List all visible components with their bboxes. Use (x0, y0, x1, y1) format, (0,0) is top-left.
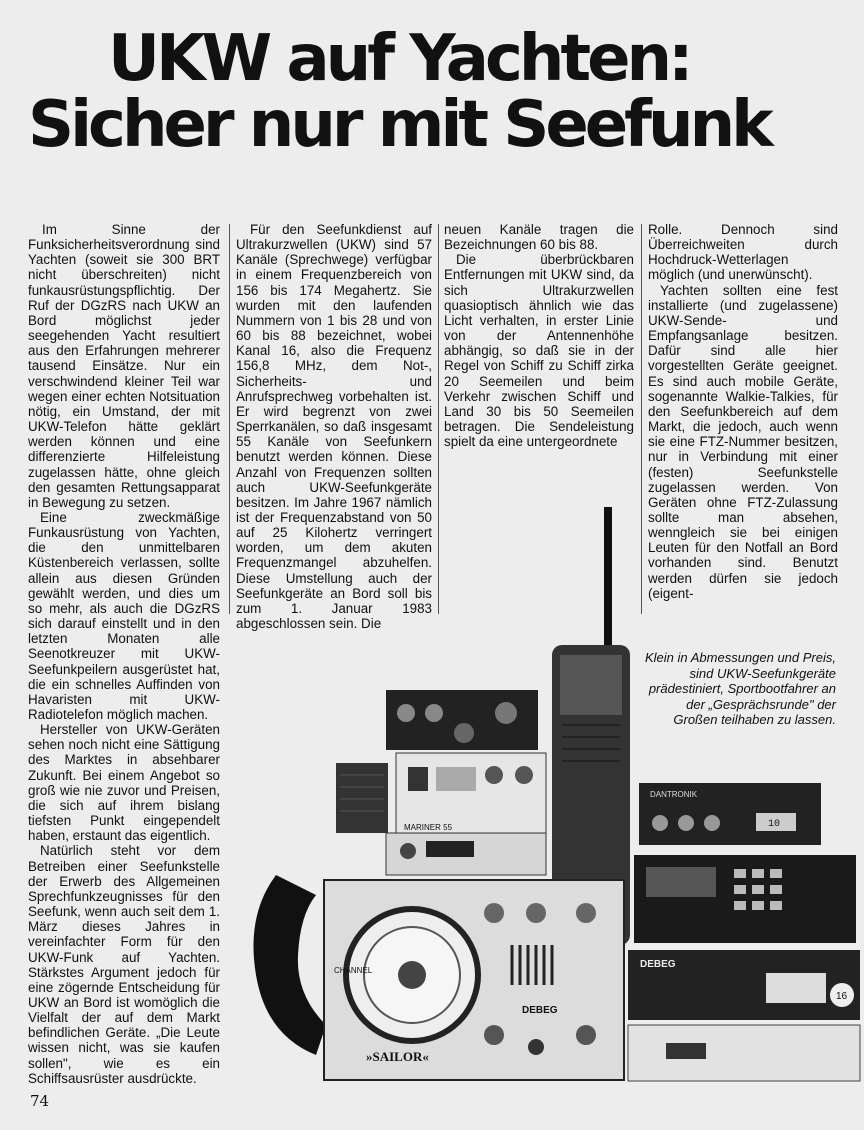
column-rule (229, 224, 230, 614)
photo-caption: Klein in Abmessungen und Preis, sind UKW-Seefunkgeräte prädestiniert, Sportbootfahrer an der „Gesprächsrunde" der Großen teilhaben zu lassen. (644, 650, 836, 728)
paragraph: Natürlich steht vor dem Betreiben einer Seefunkstelle der Erwerb des Allgemeinen Sprechfunkzeugnisses für den Seefunk, wenn auch seit dem 1. März dieses Jahres in vereinfachter Form für den UKW-Funk auf Yachten. Stärkstes Argument jedoch für eine zögernde Entscheidung für UKW an Bord ist womöglich die Vielfalt der auf dem Markt befindlichen Geräte. „Die Leute wissen nicht, was sie kaufen sollen", wie es ein Schiffsausrüster ausdrückte. (28, 843, 220, 1086)
text-column-1 (28, 222, 220, 1086)
paragraph: Yachten sollten eine fest installierte (und zugelassene) UKW-Sende- und Empfangsanlage besitzen. Dafür sind alle hier vorgestellten Geräte geeignet. Es sind auch mobile Geräte, sogenannte Walkie-Talkies, für den Seefunkbereich auf dem Markt, die jedoch, auch wenn sie eine FTZ-Nummer besitzen, nur in Verbindung mit einer (festen) Seefunkstelle zugelassen werden. Von Geräten ohne FTZ-Zulassung sollte man absehen, wenngleich sie bei einigen Leuten für den Notfall an Bord vorhanden sind. Benutzt werden dürfen sie jedoch (eigent- (648, 282, 838, 601)
antenna (604, 507, 612, 657)
headline-line-2: Sicher nur mit Seefunk (28, 88, 770, 162)
paragraph: Eine zweckmäßige Funkausrüstung von Yachten, die den unmittelbaren Küstenbereich verlassen, sollte allein aus diesen Gründen gewählt werden, und dies um so mehr, als auch die DGzRS sich darauf einstellt und in den letzten Monaten alle Seenotkreuzer mit UKW-Seefunkpeilern ausgerüstet hat, die ein schnelles Auffinden von Havaristen mit UKW-Radiotelefon möglich machen. (28, 509, 220, 722)
headline-line-1: UKW auf Yachten: (108, 22, 690, 96)
paragraph: Rolle. Dennoch sind Überreichweiten durch Hochdruck-Wetterlagen möglich (und unerwünscht). (648, 222, 838, 283)
channel-label: CHANNEL (334, 966, 373, 975)
sailor-label: »SAILOR« (366, 1049, 429, 1064)
speaker (336, 763, 388, 833)
paragraph: Für den Seefunkdienst auf Ultrakurzwellen (UKW) sind 57 Kanäle (Sprechwege) verfügbar in einem Frequenzbereich von 156 bis 174 Megahertz. Sie wurden mit den laufenden Nummern von 1 bis 28 und von 60 bis 88 bezeichnet, wobei Kanal 16, also die Frequenz 156,8 MHz, dem Not-, Sicherheits- und Anrufsprechweg vorbehalten ist. Er wird begrenzt von zwei Sperrkanälen, so daß insgesamt 55 Kanäle von Seefunkern benutzt werden können. Diese Anzahl von Frequenzen sollten auch UKW-Seefunkgeräte besitzen. Im Jahre 1967 nämlich ist der Frequenzabstand von 50 auf 25 Kilohertz verringert worden, um dem akuten Frequenzmangel abzuhelfen. Diese Umstellung auch der Seefunkgeräte an Bord soll bis zum 1. Januar 1983 abgeschlossen sein. Die (236, 222, 432, 632)
channel-display: 16 (836, 991, 848, 1002)
mariner-label: MARINER 55 (404, 823, 453, 832)
dantronik-label: DANTRONIK (650, 790, 698, 799)
radio-equipment-photo (236, 495, 864, 1095)
debeg-label-right: DEBEG (640, 959, 676, 970)
paragraph: neuen Kanäle tragen die Bezeichnungen 60 bis 88. (444, 222, 634, 253)
debeg-label: DEBEG (522, 1005, 558, 1016)
article-headline (28, 22, 838, 162)
page-number: 74 (30, 1092, 50, 1110)
lcd-display: 10 (768, 819, 781, 830)
paragraph: Die überbrückbaren Entfernungen mit UKW sind, da sich Ultrakurzwellen quasioptisch ähnlich wie das Licht verhalten, in erster Linie von der Antennenhöhe abhängig, so daß sie in der Regel von Schiff zu Schiff zirka 20 Seemeilen und beim Verkehr zwischen Schiff und Land 30 bis 50 Seemeilen betragen. Die Sendeleistung spielt da eine untergeordnete (444, 252, 634, 450)
paragraph: Im Sinne der Funksicherheitsverordnung sind Yachten (soweit sie 300 BRT nicht überschreiten) nicht funkausrüstungspflichtig. Der Ruf der DGzRS nach UKW an Bord möglichst jeder seegehenden Yacht resultiert aus den Erfahrungen mehrerer tausend Einsätze. Nur ein verschwindend kleiner Teil war wegen einer echten Notsituation nötig, ein Umstand, der mit UKW-Telefon hätte geklärt werden können und eine differenzierte Hilfeleistung zugelassen hätte, ohne gleich den gesamten Rettungsapparat in Bewegung zu setzen. (28, 222, 220, 510)
handset (254, 875, 327, 1055)
paragraph: Hersteller von UKW-Geräten sehen noch nicht eine Sättigung des Marktes in absehbarer Zukunft. Bei einem Angebot so groß wie nie zuvor und Preisen, die sich auf ihrem bislang tiefsten Punkt eingependelt haben, erstaunt das eigentlich. (28, 722, 220, 844)
text-column-3 (444, 222, 634, 449)
